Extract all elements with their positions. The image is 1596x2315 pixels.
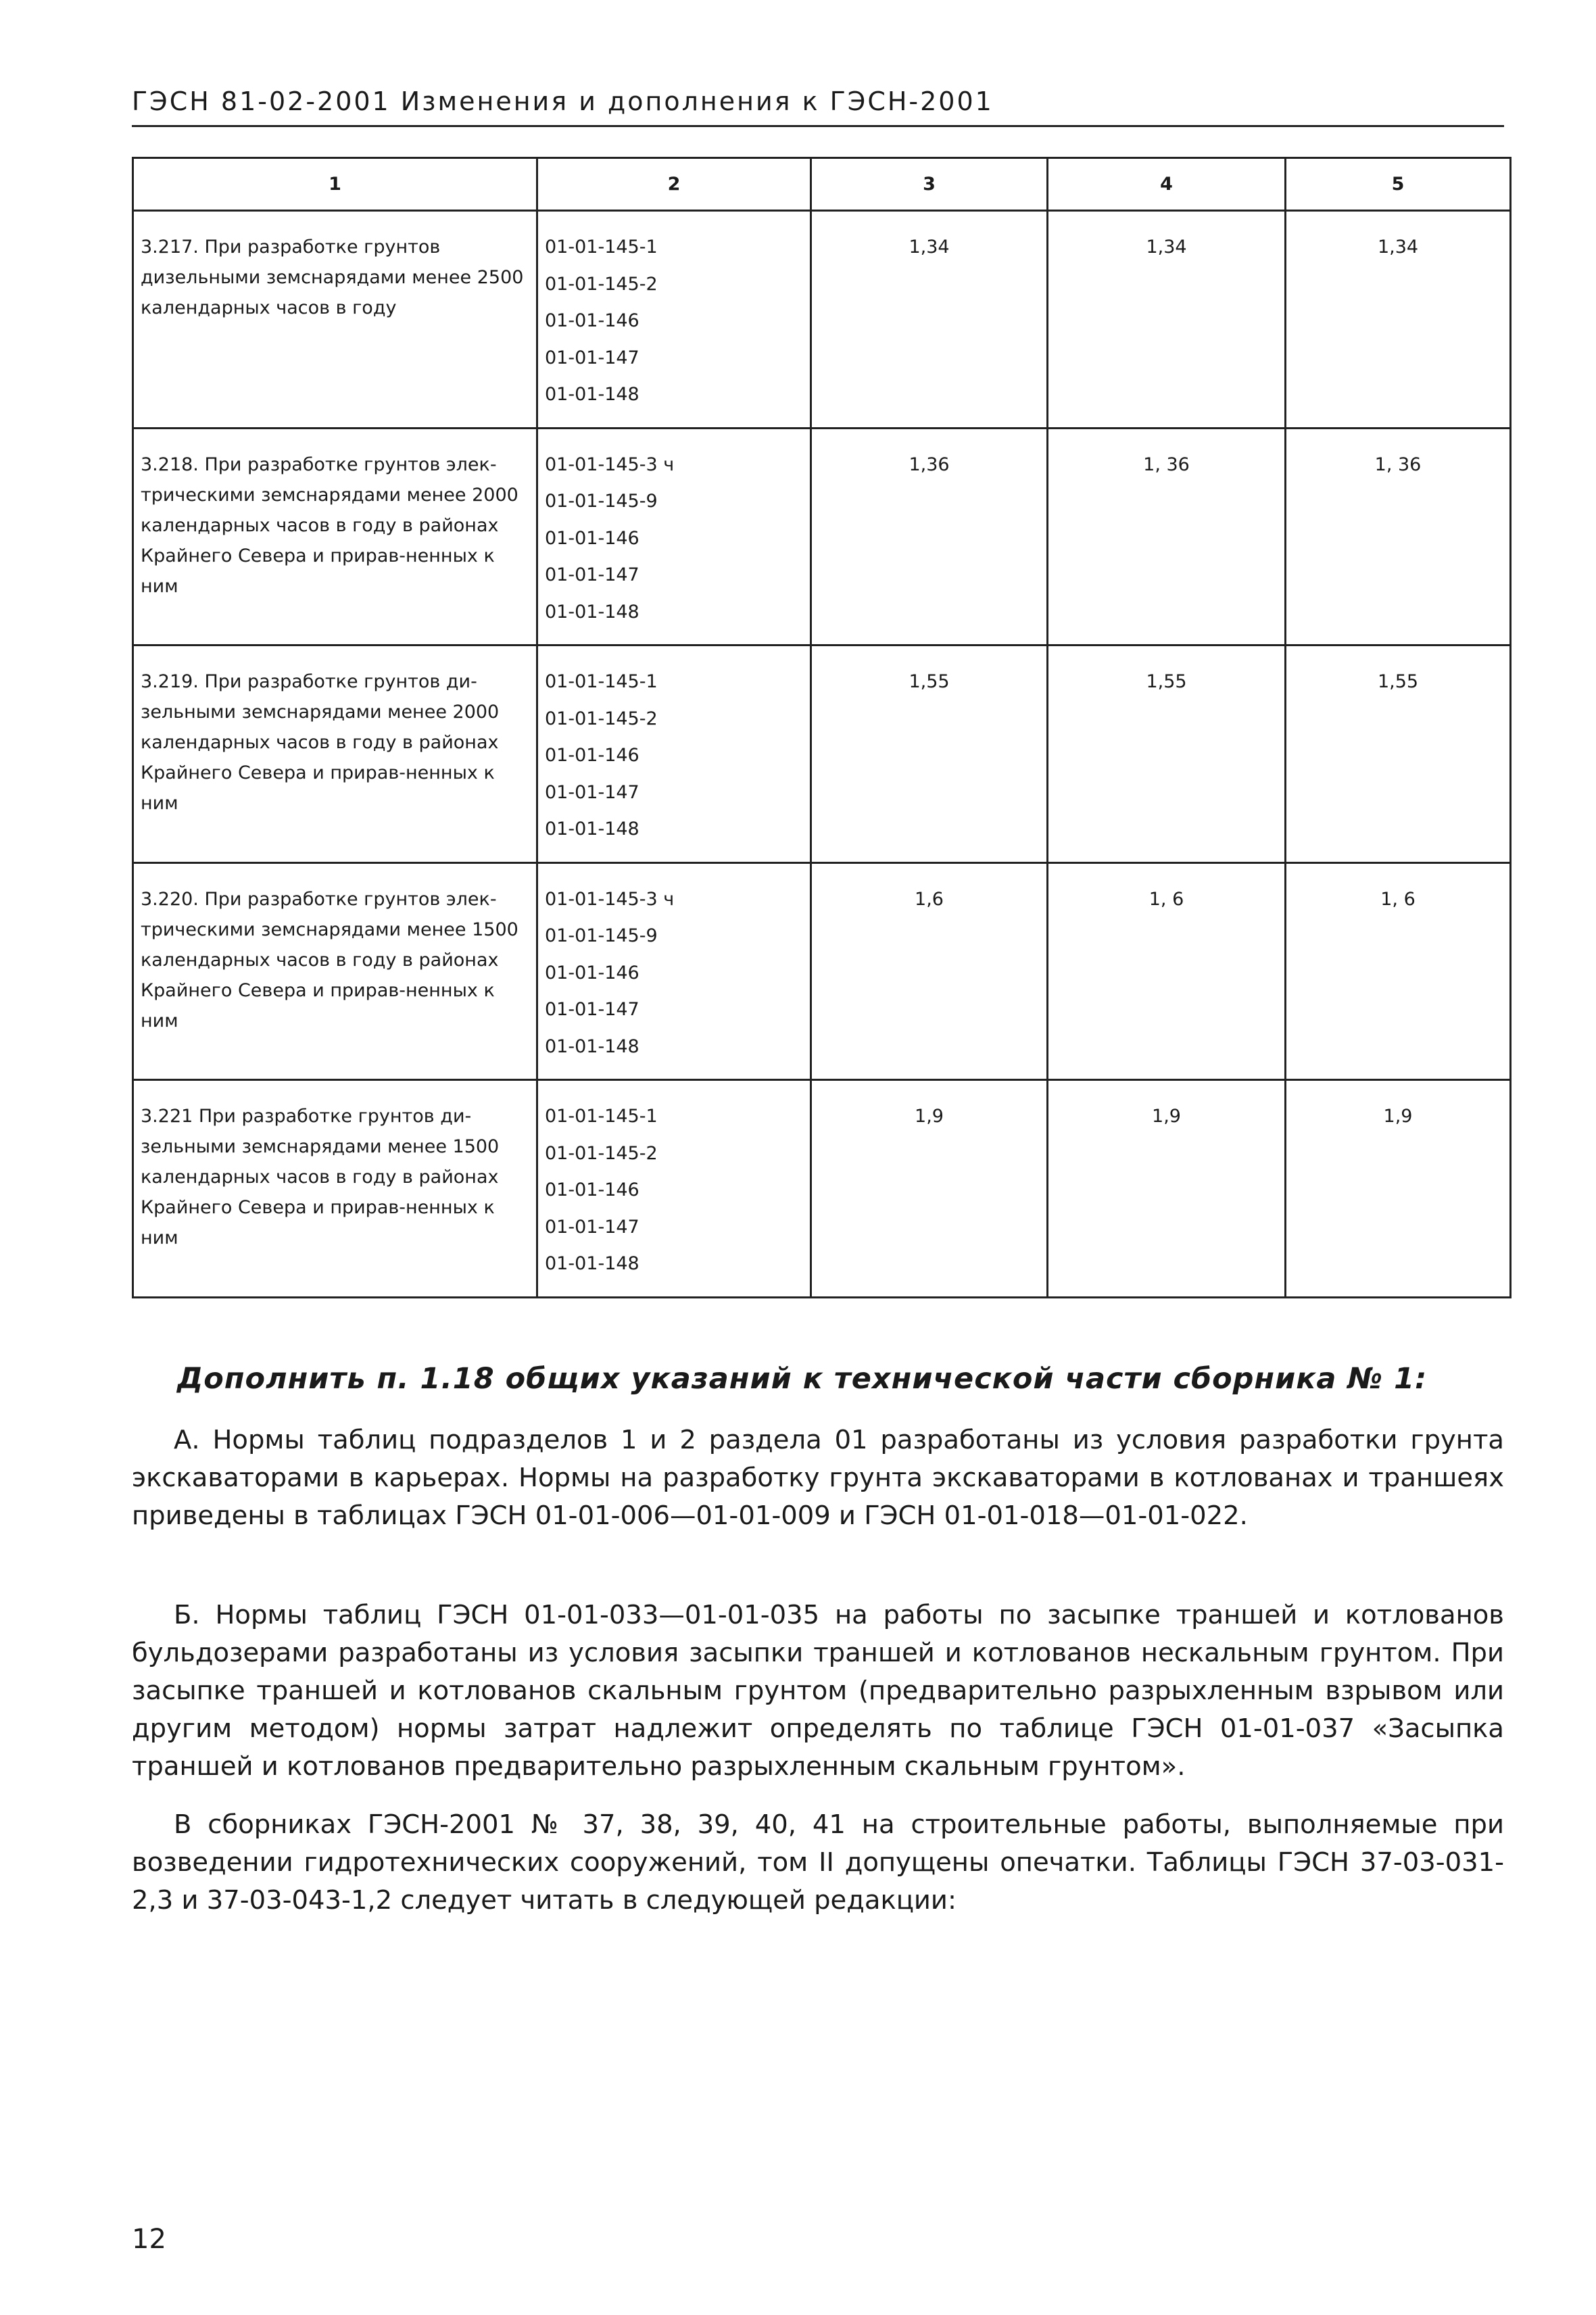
table-row [133,1080,1511,1298]
code-item: 01-01-146 [545,745,639,766]
coefficient-col3: 1,6 [811,862,1048,1080]
code-item: 01-01-147 [545,781,639,803]
coefficient-col5: 1,55 [1286,645,1511,863]
row-description: 3.217. При разработке грунтов дизельными земснарядами менее 2500 календарных часов в году [133,211,537,429]
column-header: 5 [1286,158,1511,211]
page-number: 12 [132,2224,166,2255]
coefficient-col4: 1,9 [1048,1080,1286,1298]
code-item: 01-01-147 [545,999,639,1020]
column-header: 4 [1048,158,1286,211]
coefficient-col3: 1,34 [811,211,1048,429]
code-item: 01-01-148 [545,384,639,405]
coefficient-col5: 1,34 [1286,211,1511,429]
code-item: 01-01-147 [545,1216,639,1238]
code-item: 01-01-147 [545,347,639,368]
code-item: 01-01-146 [545,962,639,983]
coefficient-col4: 1, 6 [1048,862,1286,1080]
column-header: 2 [537,158,811,211]
row-description: 3.219. При разработке грунтов ди-зельными земснарядами менее 2000 календарных часов в году в районах Крайнего Севера и прирав-ненных к ним [133,645,537,863]
paragraph-c: В сборниках ГЭСН-2001 № 37, 38, 39, 40, 41 на строительные работы, выполняемые при возведении гидротехнических сооружений, том II допущены опечатки. Таблицы ГЭСН 37-03-031-2,3 и 37-03-043-1,2 следует читать в следующей редакции: [132,1809,1504,1916]
column-header: 3 [811,158,1048,211]
code-item: 01-01-146 [545,527,639,549]
section-heading: Дополнить п. 1.18 общих указаний к технической части сборника № 1: [177,1362,1428,1396]
coefficient-col5: 1,9 [1286,1080,1511,1298]
table-row [133,862,1511,1080]
paragraph-a: А. Нормы таблиц подразделов 1 и 2 раздела 01 разработаны из условия разработки грунта экскаваторами в карьерах. Нормы на разработку грунта экскаваторами в котлованах и траншеях приведены в таблицах ГЭСН 01-01-006—01-01-009 и ГЭСН 01-01-018—01-01-022. [132,1425,1504,1531]
coefficient-col5: 1, 36 [1286,428,1511,645]
table-row [133,428,1511,645]
row-description: 3.220. При разработке грунтов элек-трическими земснарядами менее 1500 календарных часов в году в районах Крайнего Севера и прирав-ненных к ним [133,862,537,1080]
table-row [133,645,1511,863]
row-codes [537,1080,811,1298]
code-item: 01-01-147 [545,564,639,585]
table-header-row [133,158,1511,211]
coefficient-col4: 1, 36 [1048,428,1286,645]
code-item: 01-01-146 [545,1179,639,1200]
code-item: 01-01-145-3 ч [545,888,675,910]
header-rule [132,125,1504,127]
code-item: 01-01-145-2 [545,1142,658,1164]
coefficient-col5: 1, 6 [1286,862,1511,1080]
row-description: 3.221 При разработке грунтов ди-зельными земснарядами менее 1500 календарных часов в году в районах Крайнего Севера и прирав-ненных к ним [133,1080,537,1298]
coefficient-col4: 1,34 [1048,211,1286,429]
norms-table [132,157,1512,1298]
coefficient-col3: 1,55 [811,645,1048,863]
row-description: 3.218. При разработке грунтов элек-трическими земснарядами менее 2000 календарных часов в году в районах Крайнего Севера и прирав-ненных к ним [133,428,537,645]
row-codes [537,211,811,429]
paragraph-b: Б. Нормы таблиц ГЭСН 01-01-033—01-01-035 на работы по засыпке траншей и котлованов бульдозерами разработаны из условия засыпки траншей и котлованов нескальным грунтом. При засыпке траншей и котлованов скальным грунтом (предварительно разрыхленным взрывом или другим методом) нормы затрат надлежит определять по таблице ГЭСН 01-01-037 «Засыпка траншей и котлованов предварительно разрыхленным скальным грунтом». [132,1600,1504,1782]
row-codes [537,862,811,1080]
code-item: 01-01-148 [545,819,639,839]
page-header: ГЭСН 81-02-2001 Изменения и дополнения к ГЭСН-2001 [132,87,994,116]
row-codes [537,645,811,863]
code-item: 01-01-145-3 ч [545,454,675,475]
code-item: 01-01-145-2 [545,273,658,295]
code-item: 01-01-148 [545,601,639,623]
code-item: 01-01-145-9 [545,925,658,946]
coefficient-col3: 1,9 [811,1080,1048,1298]
code-item: 01-01-145-1 [545,671,658,692]
code-item: 01-01-148 [545,1035,639,1057]
code-item: 01-01-148 [545,1253,639,1274]
code-item: 01-01-145-1 [545,237,658,258]
table-row [133,211,1511,429]
code-item: 01-01-146 [545,310,639,331]
coefficient-col4: 1,55 [1048,645,1286,863]
row-codes [537,428,811,645]
column-header: 1 [133,158,537,211]
coefficient-col3: 1,36 [811,428,1048,645]
code-item: 01-01-145-2 [545,708,658,729]
code-item: 01-01-145-9 [545,491,658,512]
code-item: 01-01-145-1 [545,1106,658,1127]
